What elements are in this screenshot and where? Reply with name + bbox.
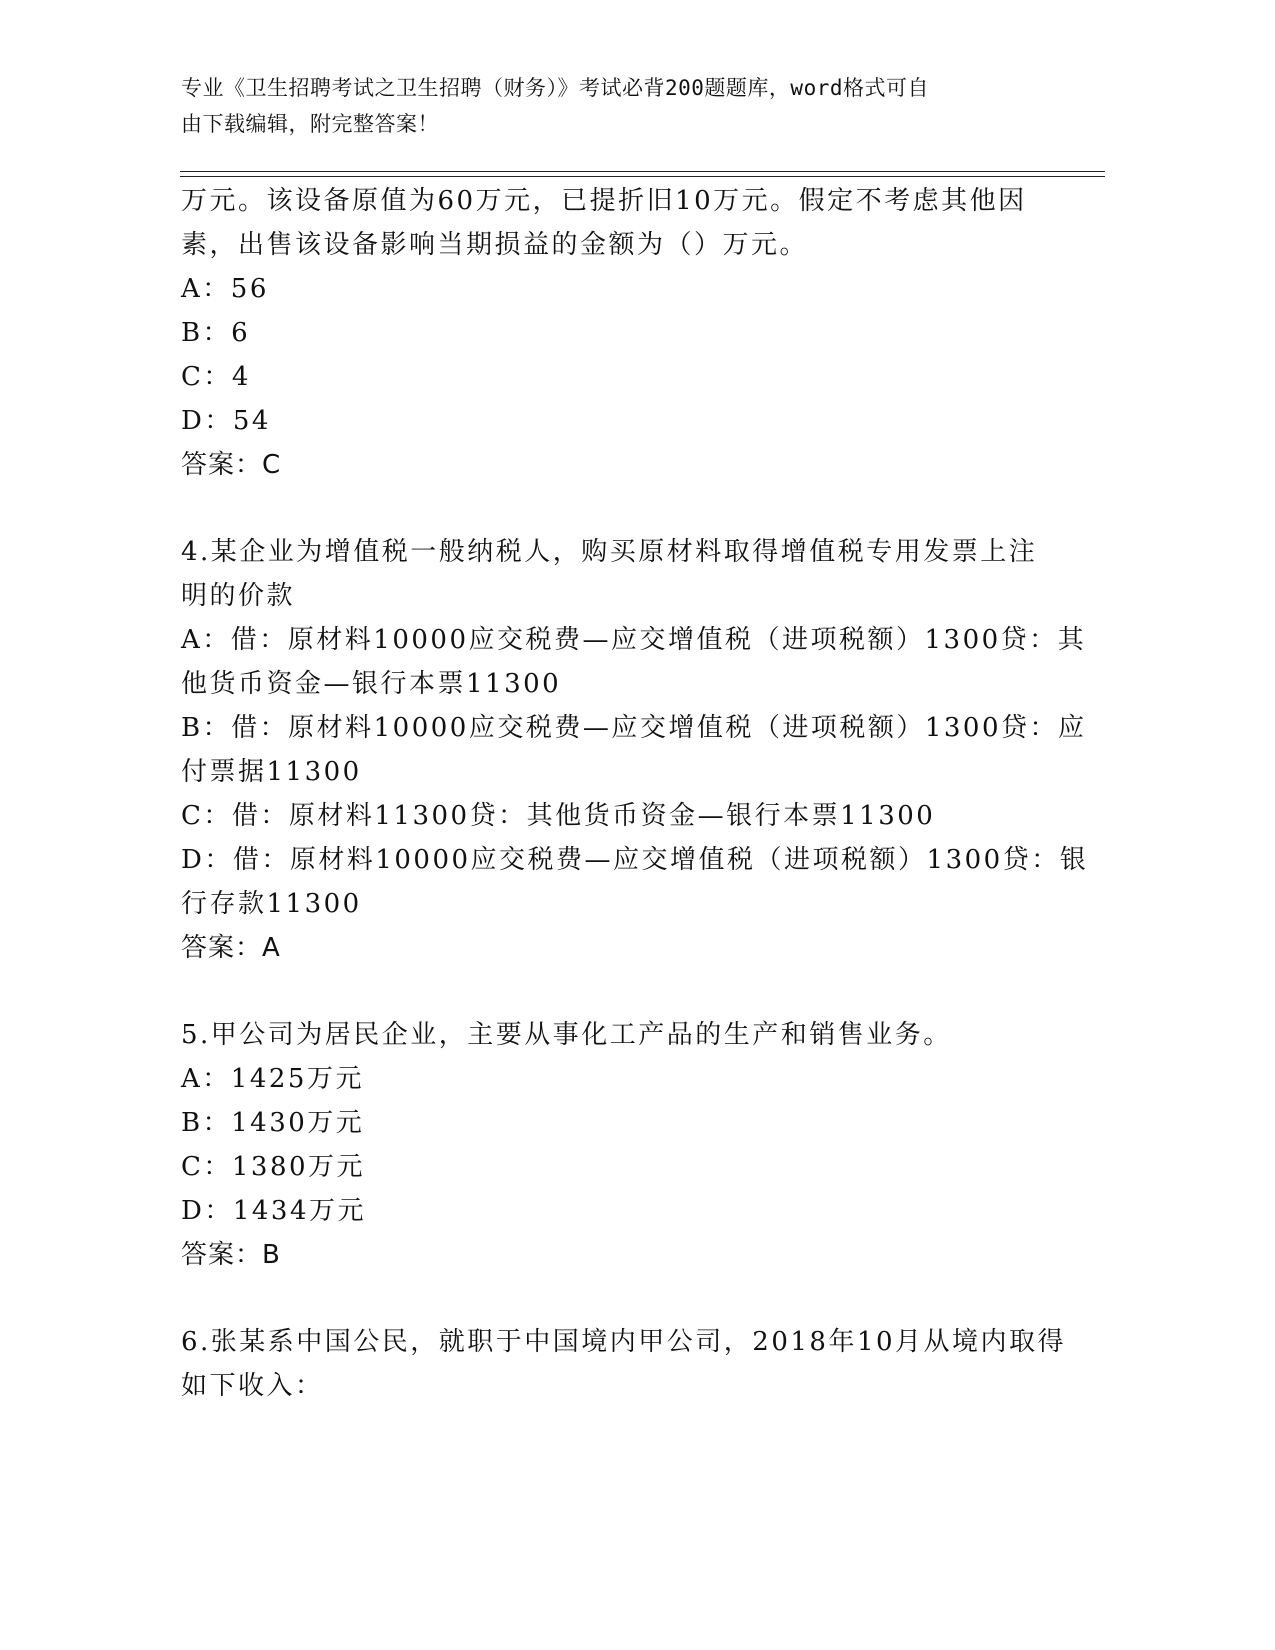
question-3-answer: 答案：C: [181, 450, 282, 480]
question-4-option-d-line-2: 行存款11300: [181, 889, 362, 919]
header-title-line-1: 专业《卫生招聘考试之卫生招聘（财务）》考试必背200题题库，word格式可自: [181, 76, 929, 100]
question-5-stem: 5.甲公司为居民企业，主要从事化工产品的生产和销售业务。: [181, 1020, 952, 1050]
question-3-stem-line-1: 万元。该设备原值为60万元，已提折旧10万元。假定不考虑其他因: [181, 186, 1027, 216]
question-4: [181, 530, 1089, 970]
document-body: [181, 179, 1089, 1408]
question-4-option-b-line-2: 付票据11300: [181, 757, 362, 787]
question-spacer: [181, 970, 1081, 1013]
question-6: [181, 1320, 1081, 1408]
header-divider-bottom: [180, 176, 1105, 177]
question-3-option-d: D：54: [181, 406, 271, 436]
header-title-line-2: 由下载编辑，附完整答案！: [181, 112, 439, 136]
question-6-stem-line-1: 6.张某系中国公民，就职于中国境内甲公司，2018年10月从境内取得: [181, 1327, 1067, 1357]
question-6-stem-line-2: 如下收入：: [181, 1371, 324, 1401]
question-5-option-c: C：1380万元: [181, 1152, 366, 1182]
question-5-option-a: A：1425万元: [181, 1064, 364, 1094]
question-5-answer: 答案：B: [181, 1240, 281, 1270]
question-4-stem-line-2: 明的价款: [181, 581, 296, 611]
question-spacer: [181, 487, 1081, 530]
question-3-option-b: B：6: [181, 318, 251, 348]
question-4-option-d-line-1: D：借：原材料10000应交税费—应交增值税（进项税额）1300贷：银: [181, 845, 1089, 875]
question-4-option-c: C：借：原材料11300贷：其他货币资金—银行本票11300: [181, 801, 936, 831]
page-header: [181, 70, 1081, 142]
question-5-option-d: D：1434万元: [181, 1196, 367, 1226]
question-3: [181, 179, 1081, 487]
question-5-option-b: B：1430万元: [181, 1108, 365, 1138]
question-5: [181, 1013, 1081, 1277]
question-3-option-c: C：4: [181, 362, 251, 392]
question-3-option-a: A：56: [181, 274, 269, 304]
question-3-stem-line-2: 素，出售该设备影响当期损益的金额为（）万元。: [181, 230, 809, 260]
question-4-answer: 答案：A: [181, 933, 281, 963]
question-4-option-a-line-2: 他货币资金—银行本票11300: [181, 669, 562, 699]
header-divider-top: [180, 171, 1105, 172]
question-4-stem-line-1: 4.某企业为增值税一般纳税人，购买原材料取得增值税专用发票上注: [181, 537, 1038, 567]
question-spacer: [181, 1277, 1081, 1320]
question-4-option-a-line-1: A：借：原材料10000应交税费—应交增值税（进项税额）1300贷：其: [181, 625, 1087, 655]
question-4-option-b-line-1: B：借：原材料10000应交税费—应交增值税（进项税额）1300贷：应: [181, 713, 1087, 743]
